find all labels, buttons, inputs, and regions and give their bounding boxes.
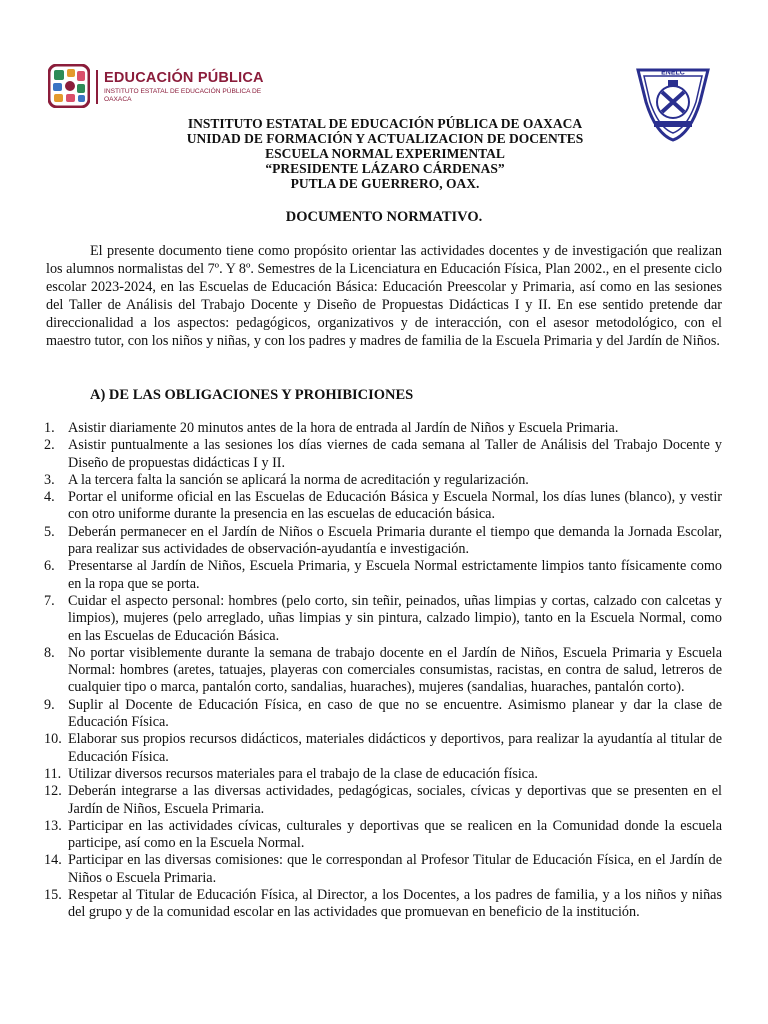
list-text: Suplir al Docente de Educación Física, en caso de que no se encuentre. Asimismo planear y dar la clase de Educación Física.	[68, 696, 722, 731]
list-number: 12.	[44, 783, 62, 800]
list-item	[22, 697, 722, 732]
document-title: DOCUMENTO NORMATIVO.	[285, 209, 483, 225]
list-number: 13.	[44, 817, 62, 834]
list-text: Portar el uniforme oficial en las Escuelas de Educación Básica y Escuela Normal, los días lunes (blanco), y vestir con otro uniforme durante la presencia en las escuelas de educación básica.	[68, 489, 722, 523]
list-text: Deberán integrarse a las diversas actividades, pedagógicas, sociales, cívicas y deportivas que se presenten en el Jardín de Niños, Escuela Primaria.	[68, 783, 722, 817]
list-text: Cuidar el aspecto personal: hombres (pelo corto, sin teñir, peinados, uñas limpias y cortas, calzado con calcetas y limpios), mujeres (pelo arreglado, uñas limpias y sin pintura, calzado limpio), tanto en la Escuela Normal, como en las Escuelas de Educación Básica.	[68, 592, 722, 644]
list-number: 6.	[44, 558, 55, 575]
list-item	[22, 852, 722, 887]
list-text: Participar en las actividades cívicas, culturales y deportivas que se realicen en la Comunidad donde la escuela participe, así como en la Escuela Normal.	[68, 817, 722, 852]
list-number: 7.	[44, 592, 55, 609]
intro-paragraph: El presente documento tiene como propósito orientar las actividades docentes y de investigación que realizan los alumnos normalistas del 7º. Y 8º. Semestres de la Licenciatura en Educación Física, Plan 2002., en el presente ciclo escolar 2023-2024, en las Escuelas de Educación Básica: Educación Preescolar y Primaria, así como en las sesiones del Taller de Análisis del Trabajo Docente y Diseño de Propuestas Didácticas I y II. En ese sentido pretende dar direccionalidad a los aspectos: pedagógicos, organizativos y de interacción, con el asesor metodológico, con el maestro tutor, con los niños y niñas, y con los padres y madres de familia de la Escuela Primaria y del Jardín de Niños.	[46, 243, 722, 349]
logo-subtitle: INSTITUTO ESTATAL DE EDUCACIÓN PÚBLICA DE OAXACA	[104, 88, 262, 103]
list-item	[22, 783, 722, 818]
list-number: 9.	[44, 696, 55, 713]
list-item	[22, 558, 722, 593]
list-item	[22, 645, 722, 697]
list-number: 8.	[44, 644, 55, 661]
list-text: Presentarse al Jardín de Niños, Escuela Primaria, y Escuela Normal estrictamente limpios tanto físicamente como en la ropa que se porta.	[68, 558, 722, 592]
list-number: 1.	[44, 420, 55, 436]
institution-line: ESCUELA NORMAL EXPERIMENTAL	[265, 146, 505, 161]
list-number: 2.	[44, 437, 55, 454]
svg-text:ENELC: ENELC	[661, 69, 685, 77]
list-text: Deberán permanecer en el Jardín de Niños o Escuela Primaria durante el tiempo que demanda la Jornada Escolar, para realizar sus actividades de observación-ayudantía e investigación.	[68, 523, 722, 558]
list-number: 4.	[44, 489, 55, 506]
list-item	[22, 766, 722, 783]
oaxaca-emblem-icon	[48, 64, 90, 108]
logo-divider	[96, 70, 98, 104]
list-item	[22, 472, 722, 489]
list-text: No portar visiblemente durante la semana de trabajo docente en el Jardín de Niños, Escuela Primaria y Escuela Normal: hombres (aretes, tatuajes, playeras con comerciales consumistas, racistas, en contra de salud, letreros de cualquier tipo o marca, pantalón corto, sandalias, huaraches), mujeres (sandalias, huaraches, pantalón corto).	[68, 644, 722, 696]
list-text: Participar en las diversas comisiones: que le correspondan al Profesor Titular de Educación Física, en el Jardín de Niños o Escuela Primaria.	[68, 852, 722, 886]
list-item	[22, 524, 722, 559]
section-heading: A) DE LAS OBLIGACIONES Y PROHIBICIONES	[90, 387, 414, 403]
list-item	[22, 420, 722, 437]
list-item	[22, 818, 722, 853]
list-item	[22, 489, 722, 524]
list-text: Asistir diariamente 20 minutos antes de la hora de entrada al Jardín de Niños y Escuela Primaria.	[68, 420, 619, 436]
institution-line: INSTITUTO ESTATAL DE EDUCACIÓN PÚBLICA DE OAXACA	[187, 116, 583, 131]
list-item	[22, 731, 722, 766]
logo-title: EDUCACIÓN PÚBLICA	[104, 70, 264, 86]
rules-list	[22, 420, 722, 922]
school-emblem-icon	[630, 62, 716, 144]
list-text: Utilizar diversos recursos materiales para el trabajo de la clase de educación física.	[68, 765, 538, 782]
list-text: Respetar al Titular de Educación Física, al Director, a los Docentes, a los padres de familia, y a los niños y niñas del grupo y de la comunidad escolar en las actividades que promuevan en beneficio de la institución.	[68, 887, 722, 921]
list-text: Asistir puntualmente a las sesiones los días viernes de cada semana al Taller de Análisis del Trabajo Docente y Diseño de propuestas didácticas I y II.	[68, 437, 722, 471]
institution-line: PUTLA DE GUERRERO, OAX.	[290, 176, 480, 191]
list-text: A la tercera falta la sanción se aplicará la norma de acreditación y regularización.	[68, 471, 529, 488]
list-number: 11.	[44, 765, 62, 782]
list-item	[22, 593, 722, 645]
list-item	[22, 887, 722, 922]
institution-line: UNIDAD DE FORMACIÓN Y ACTUALIZACION DE DOCENTES	[186, 131, 584, 146]
educacion-publica-logo	[48, 64, 308, 114]
list-number: 15.	[44, 887, 62, 904]
list-number: 14.	[44, 852, 62, 869]
list-text: Elaborar sus propios recursos didácticos, materiales didácticos y deportivos, para realizar la ayudantía al titular de Educación Física.	[68, 731, 722, 765]
list-number: 3.	[44, 471, 55, 488]
list-number: 10.	[44, 731, 62, 748]
list-number: 5.	[44, 523, 55, 540]
list-item	[22, 437, 722, 472]
institution-line: “PRESIDENTE LÁZARO CÁRDENAS”	[265, 161, 505, 176]
institution-header	[150, 116, 620, 191]
